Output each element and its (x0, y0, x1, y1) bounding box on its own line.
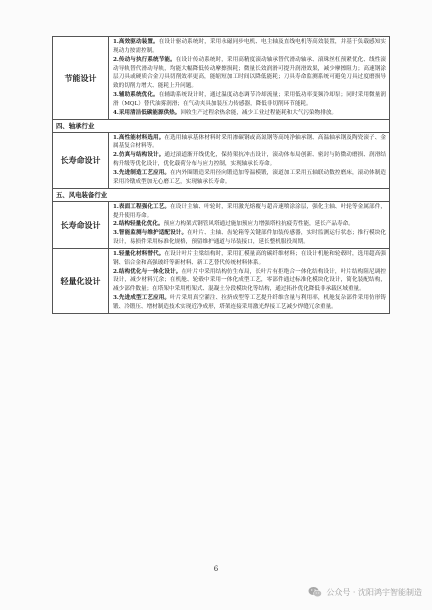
wechat-icon (308, 586, 322, 598)
paragraph-heading: 1.高效驱动装置。 (113, 39, 159, 45)
paragraph-text: 在辅助系统设计时，通过温度动态调节冷却流量；采用低功率变频冷却泵；同时采用微量润滑（MQL）替代油雾润滑；在气动夹具加装压力传感器，降低非切削环节能耗。 (113, 92, 386, 107)
paragraph (113, 169, 386, 187)
paragraph-heading: 1.高性能材料选用。 (113, 134, 165, 141)
table-row (53, 133, 389, 189)
row-content (109, 249, 389, 313)
paragraph-heading: 3.先进成型工艺应用。 (113, 295, 171, 302)
paragraph-text: 在叶片中采用结构仿生布局，长叶片有拒绝合一体化结构设计，叶片结构阻尼调控设计，减少材料冗余；在机舱、轮毂中采用一体化成型工艺，零部件通过标准化模块化设计，简化装配结构，减少部件数量；在塔架中采用桁架式、混凝土分段模块化等结构，通过拓扑优化降低非承载区域重量。 (113, 268, 386, 293)
paragraph-text: 在选用轴承基体材料时采用渗碳钢或高氮钢等高纯净轴承钢、高温轴承钢及陶瓷滚子、金属基复合材料等。 (113, 134, 386, 150)
paragraph-heading: 2.仿真与结构设计。 (113, 152, 165, 159)
row-content (109, 37, 389, 119)
paragraph-heading: 2.传动与执行系统节能。 (113, 56, 176, 63)
paragraph (113, 294, 386, 312)
paragraph-heading: 3.智能监测与维护适配设计。 (113, 230, 188, 237)
paragraph-heading: 1.表面工程强化工艺。 (113, 203, 171, 210)
watermark (308, 586, 422, 598)
paragraph-text: 在内外圈锻造采用径向锻造加等温模锻，滚道加工采用五轴联动数控磨床，滚动体制造采用冷镦成型加无心磨工艺，实现轴承长寿命。 (113, 169, 386, 185)
paragraph-heading: 1.轻量化材料替代。 (113, 250, 165, 257)
paragraph (113, 56, 386, 91)
paragraph-text: 在设计驱动系统时，采用永磁同步电机、电主轴及直线电机等高效装置，并基于负载感知实现动力按需控制。 (113, 39, 386, 54)
table-row (53, 249, 389, 313)
paragraph (113, 229, 386, 247)
paragraph (113, 134, 386, 152)
paragraph (113, 91, 386, 109)
row-content (109, 133, 389, 188)
row-label: 轻量化设计 (53, 249, 109, 313)
paragraph-heading: 3.先进制造工艺应用。 (113, 169, 171, 176)
paragraph-text: 在设计主轴、叶轮时，采用激光熔覆与超音速喷涂涂层，强化主轴、叶轮等金属部件，提升使用寿命。 (113, 203, 386, 219)
paragraph (113, 250, 386, 268)
paragraph (113, 220, 386, 229)
section-heading: 四、轴承行业 (53, 120, 389, 133)
row-label: 长寿命设计 (53, 202, 109, 248)
paragraph-text: 叶片采用真空灌注、拉挤成型等工艺提升纤维含量与利用率，机舱复杂部件采用仿形铸锻、冷锻压、增材制造技术实现近净成形，塔架连接采用激光焊接工艺减少焊缝冗余重量。 (113, 295, 386, 310)
paragraph-heading: 3.辅助系统优化。 (113, 92, 159, 99)
paragraph (113, 203, 386, 221)
page-number: 6 (213, 565, 219, 573)
paragraph-text: 在设计叶片主梁结构时，采用汇模量高的碳纤维材料；在设计机舱和轮毂时，选用超高强钢、铝合金和高强玻纤等新材料、新工艺替代传统材料体系。 (113, 250, 386, 266)
watermark-text: 公众号 · 沈阳鸿宇智能制造 (326, 587, 422, 597)
paragraph-text: 回收生产过程余热余能，减少工业过程能耗和大气污染物排放。 (180, 109, 338, 116)
table-row (53, 37, 389, 120)
section-heading: 五、风电装备行业 (53, 189, 389, 202)
paragraph (113, 38, 386, 56)
paragraph-text: 在设计传动系统时，采用高精度滚动轴承替代滑动轴承、滚珠丝杠预紧优化、线性滚动导轨替代滑动导轨，均能大幅降低传动摩擦损耗；微量长效润滑可提升润滑效果，减少摩擦阻力；高速钢涂层刀具或硬质合金刀具切削效率更高，能缩短加工时间以降低能耗；刀具寿命监测系统可避免刀具过度磨损导致的切削力增大、能耗上升问题。 (113, 56, 386, 90)
paragraph-heading: 2.结构轻量化优化。 (113, 221, 164, 228)
row-label: 长寿命设计 (53, 133, 109, 188)
paragraph-text: 通过滚道渐开线优化，保持架抗冲击设计，滚动体布局创新、密封与防微动磨损、润滑结构升级等优化设计，优化载荷分布与应力控制，实现轴承长寿命。 (113, 152, 386, 168)
paragraph (113, 151, 386, 169)
table-row (53, 202, 389, 249)
paragraph-heading: 4.采用清洁低碳能源供热。 (113, 109, 181, 116)
paragraph (113, 109, 386, 118)
paragraph-text: 预应力构架式钢管风塔通过施加预应力增强塔柱抗疲劳性能，延长产品寿命。 (163, 221, 354, 228)
paragraph-text: 在叶片、主轴、齿轮箱等关键部件加装传感器，实时监测运行状态；推行模块化设计，易损件采用标准化规格，预留维护通道与吊装接口，延长整机服役周期。 (113, 230, 386, 246)
paragraph (113, 268, 386, 295)
row-content (109, 202, 389, 248)
row-label: 节能设计 (53, 37, 109, 119)
content-table (52, 36, 390, 314)
paragraph-heading: 2.结构优化与一体化设计。 (113, 268, 182, 275)
